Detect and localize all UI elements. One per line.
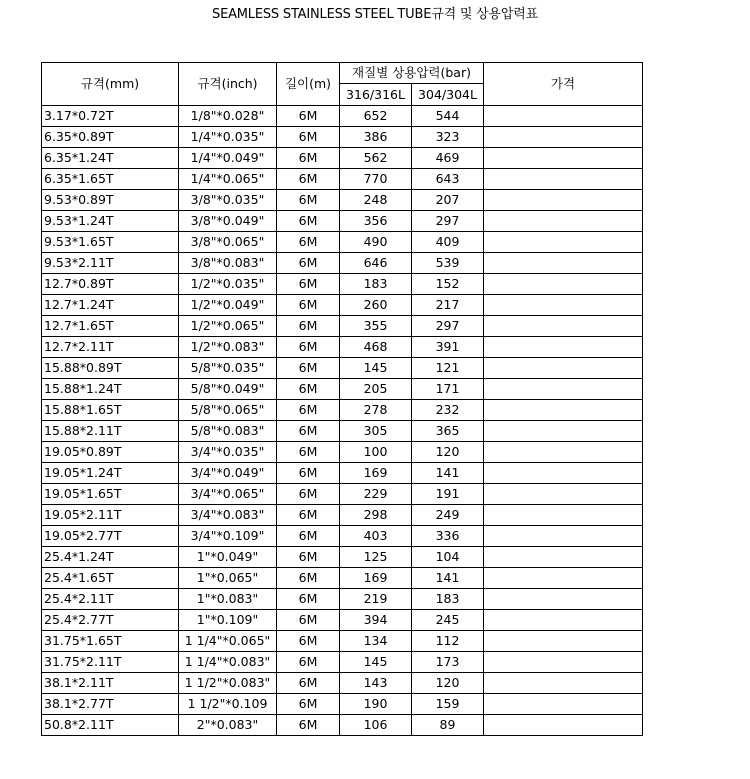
cell-size-mm: 31.75*2.11T — [42, 652, 179, 673]
cell-pressure-304: 336 — [412, 526, 484, 547]
cell-size-mm: 9.53*1.24T — [42, 211, 179, 232]
cell-size-inch: 2"*0.083" — [179, 715, 277, 736]
table-row — [42, 694, 643, 715]
cell-size-mm: 19.05*0.89T — [42, 442, 179, 463]
cell-size-mm: 50.8*2.11T — [42, 715, 179, 736]
table-row — [42, 148, 643, 169]
cell-length: 6M — [277, 694, 340, 715]
cell-pressure-304: 544 — [412, 106, 484, 127]
cell-size-inch: 1"*0.083" — [179, 589, 277, 610]
cell-pressure-316: 106 — [340, 715, 412, 736]
cell-price — [484, 211, 643, 232]
cell-size-inch: 1 1/2"*0.109 — [179, 694, 277, 715]
cell-price — [484, 421, 643, 442]
cell-size-inch: 1/4"*0.049" — [179, 148, 277, 169]
cell-pressure-304: 112 — [412, 631, 484, 652]
cell-length: 6M — [277, 232, 340, 253]
cell-pressure-304: 409 — [412, 232, 484, 253]
cell-pressure-316: 134 — [340, 631, 412, 652]
cell-size-inch: 3/4"*0.109" — [179, 526, 277, 547]
cell-pressure-316: 490 — [340, 232, 412, 253]
cell-size-inch: 1 1/2"*0.083" — [179, 673, 277, 694]
cell-length: 6M — [277, 316, 340, 337]
cell-pressure-304: 141 — [412, 568, 484, 589]
cell-size-mm: 9.53*2.11T — [42, 253, 179, 274]
cell-pressure-304: 207 — [412, 190, 484, 211]
cell-pressure-316: 248 — [340, 190, 412, 211]
cell-length: 6M — [277, 589, 340, 610]
cell-pressure-304: 173 — [412, 652, 484, 673]
cell-pressure-316: 183 — [340, 274, 412, 295]
cell-price — [484, 547, 643, 568]
cell-length: 6M — [277, 568, 340, 589]
cell-length: 6M — [277, 673, 340, 694]
cell-pressure-316: 305 — [340, 421, 412, 442]
table-row — [42, 337, 643, 358]
table-row — [42, 400, 643, 421]
cell-length: 6M — [277, 148, 340, 169]
cell-length: 6M — [277, 169, 340, 190]
cell-size-inch: 1"*0.049" — [179, 547, 277, 568]
cell-pressure-304: 365 — [412, 421, 484, 442]
cell-pressure-316: 394 — [340, 610, 412, 631]
cell-size-inch: 5/8"*0.035" — [179, 358, 277, 379]
cell-size-mm: 25.4*1.65T — [42, 568, 179, 589]
cell-size-inch: 1/2"*0.049" — [179, 295, 277, 316]
cell-size-inch: 3/8"*0.083" — [179, 253, 277, 274]
cell-size-inch: 5/8"*0.083" — [179, 421, 277, 442]
cell-pressure-316: 355 — [340, 316, 412, 337]
header-grade-316: 316/316L — [340, 84, 412, 106]
cell-size-inch: 3/4"*0.035" — [179, 442, 277, 463]
cell-price — [484, 316, 643, 337]
cell-price — [484, 526, 643, 547]
cell-size-mm: 38.1*2.77T — [42, 694, 179, 715]
table-row — [42, 568, 643, 589]
header-length: 길이(m) — [277, 63, 340, 106]
cell-size-mm: 31.75*1.65T — [42, 631, 179, 652]
cell-size-mm: 9.53*0.89T — [42, 190, 179, 211]
table-body — [42, 106, 643, 736]
table-row — [42, 610, 643, 631]
cell-size-inch: 3/8"*0.065" — [179, 232, 277, 253]
cell-size-mm: 9.53*1.65T — [42, 232, 179, 253]
table-row — [42, 673, 643, 694]
cell-length: 6M — [277, 295, 340, 316]
cell-pressure-316: 219 — [340, 589, 412, 610]
cell-pressure-316: 169 — [340, 463, 412, 484]
table-row — [42, 715, 643, 736]
cell-pressure-316: 143 — [340, 673, 412, 694]
cell-length: 6M — [277, 337, 340, 358]
table-row — [42, 274, 643, 295]
cell-size-inch: 1"*0.109" — [179, 610, 277, 631]
cell-size-inch: 3/8"*0.049" — [179, 211, 277, 232]
cell-pressure-304: 159 — [412, 694, 484, 715]
table-row — [42, 652, 643, 673]
cell-pressure-316: 386 — [340, 127, 412, 148]
cell-size-mm: 6.35*0.89T — [42, 127, 179, 148]
cell-pressure-304: 141 — [412, 463, 484, 484]
table-row — [42, 589, 643, 610]
cell-pressure-304: 104 — [412, 547, 484, 568]
cell-size-mm: 15.88*1.65T — [42, 400, 179, 421]
cell-size-mm: 15.88*1.24T — [42, 379, 179, 400]
table-row — [42, 127, 643, 148]
cell-size-inch: 1 1/4"*0.083" — [179, 652, 277, 673]
cell-pressure-304: 191 — [412, 484, 484, 505]
cell-pressure-316: 278 — [340, 400, 412, 421]
table-row — [42, 547, 643, 568]
table-row — [42, 421, 643, 442]
cell-size-inch: 3/8"*0.035" — [179, 190, 277, 211]
cell-pressure-316: 100 — [340, 442, 412, 463]
cell-size-inch: 5/8"*0.065" — [179, 400, 277, 421]
cell-price — [484, 106, 643, 127]
cell-size-inch: 1/8"*0.028" — [179, 106, 277, 127]
header-pressure-group: 재질별 상용압력(bar) — [340, 63, 484, 84]
cell-pressure-316: 190 — [340, 694, 412, 715]
cell-size-mm: 19.05*2.77T — [42, 526, 179, 547]
table-row — [42, 190, 643, 211]
header-size-mm: 규격(mm) — [42, 63, 179, 106]
cell-price — [484, 127, 643, 148]
cell-pressure-316: 770 — [340, 169, 412, 190]
cell-pressure-304: 217 — [412, 295, 484, 316]
cell-size-mm: 38.1*2.11T — [42, 673, 179, 694]
cell-length: 6M — [277, 421, 340, 442]
cell-price — [484, 505, 643, 526]
cell-pressure-304: 120 — [412, 442, 484, 463]
cell-pressure-304: 120 — [412, 673, 484, 694]
header-price: 가격 — [484, 63, 643, 106]
cell-pressure-316: 145 — [340, 358, 412, 379]
cell-price — [484, 295, 643, 316]
cell-size-mm: 12.7*1.24T — [42, 295, 179, 316]
cell-price — [484, 337, 643, 358]
table-row — [42, 232, 643, 253]
cell-size-inch: 3/4"*0.065" — [179, 484, 277, 505]
cell-size-mm: 12.7*2.11T — [42, 337, 179, 358]
cell-price — [484, 589, 643, 610]
cell-pressure-304: 171 — [412, 379, 484, 400]
table-row — [42, 463, 643, 484]
cell-pressure-316: 468 — [340, 337, 412, 358]
cell-length: 6M — [277, 505, 340, 526]
cell-size-inch: 3/4"*0.049" — [179, 463, 277, 484]
cell-pressure-304: 643 — [412, 169, 484, 190]
table-row — [42, 253, 643, 274]
cell-pressure-304: 89 — [412, 715, 484, 736]
cell-size-mm: 6.35*1.24T — [42, 148, 179, 169]
cell-length: 6M — [277, 526, 340, 547]
cell-size-mm: 19.05*2.11T — [42, 505, 179, 526]
cell-pressure-304: 232 — [412, 400, 484, 421]
cell-length: 6M — [277, 610, 340, 631]
cell-pressure-304: 152 — [412, 274, 484, 295]
cell-size-mm: 6.35*1.65T — [42, 169, 179, 190]
cell-length: 6M — [277, 652, 340, 673]
cell-price — [484, 148, 643, 169]
cell-length: 6M — [277, 547, 340, 568]
table-row — [42, 526, 643, 547]
cell-pressure-316: 125 — [340, 547, 412, 568]
cell-size-mm: 25.4*1.24T — [42, 547, 179, 568]
table-row — [42, 484, 643, 505]
cell-pressure-304: 297 — [412, 316, 484, 337]
cell-pressure-304: 323 — [412, 127, 484, 148]
cell-size-mm: 12.7*0.89T — [42, 274, 179, 295]
cell-size-mm: 15.88*0.89T — [42, 358, 179, 379]
header-grade-304: 304/304L — [412, 84, 484, 106]
cell-size-inch: 1/2"*0.083" — [179, 337, 277, 358]
cell-length: 6M — [277, 253, 340, 274]
cell-size-mm: 25.4*2.77T — [42, 610, 179, 631]
cell-pressure-304: 297 — [412, 211, 484, 232]
cell-size-inch: 1/2"*0.065" — [179, 316, 277, 337]
table-row — [42, 379, 643, 400]
cell-length: 6M — [277, 463, 340, 484]
cell-size-inch: 1/4"*0.035" — [179, 127, 277, 148]
header-row — [42, 63, 643, 84]
cell-pressure-316: 646 — [340, 253, 412, 274]
cell-size-mm: 12.7*1.65T — [42, 316, 179, 337]
cell-length: 6M — [277, 379, 340, 400]
cell-pressure-304: 249 — [412, 505, 484, 526]
cell-price — [484, 169, 643, 190]
cell-pressure-316: 169 — [340, 568, 412, 589]
cell-pressure-316: 356 — [340, 211, 412, 232]
cell-price — [484, 190, 643, 211]
cell-price — [484, 253, 643, 274]
cell-length: 6M — [277, 211, 340, 232]
cell-pressure-304: 245 — [412, 610, 484, 631]
cell-pressure-316: 145 — [340, 652, 412, 673]
cell-pressure-316: 229 — [340, 484, 412, 505]
cell-price — [484, 232, 643, 253]
table-row — [42, 316, 643, 337]
cell-size-mm: 3.17*0.72T — [42, 106, 179, 127]
cell-pressure-316: 260 — [340, 295, 412, 316]
cell-length: 6M — [277, 106, 340, 127]
header-size-inch: 규격(inch) — [179, 63, 277, 106]
cell-price — [484, 463, 643, 484]
cell-length: 6M — [277, 400, 340, 421]
cell-price — [484, 379, 643, 400]
cell-pressure-316: 562 — [340, 148, 412, 169]
cell-length: 6M — [277, 127, 340, 148]
cell-price — [484, 484, 643, 505]
table-row — [42, 442, 643, 463]
cell-length: 6M — [277, 274, 340, 295]
table-row — [42, 211, 643, 232]
cell-size-inch: 3/4"*0.083" — [179, 505, 277, 526]
cell-pressure-316: 652 — [340, 106, 412, 127]
table-row — [42, 169, 643, 190]
cell-length: 6M — [277, 484, 340, 505]
table-row — [42, 295, 643, 316]
cell-length: 6M — [277, 715, 340, 736]
cell-pressure-304: 183 — [412, 589, 484, 610]
cell-price — [484, 652, 643, 673]
cell-pressure-304: 539 — [412, 253, 484, 274]
cell-price — [484, 673, 643, 694]
cell-price — [484, 715, 643, 736]
cell-size-inch: 1"*0.065" — [179, 568, 277, 589]
cell-price — [484, 694, 643, 715]
cell-pressure-304: 391 — [412, 337, 484, 358]
cell-pressure-316: 205 — [340, 379, 412, 400]
cell-pressure-304: 469 — [412, 148, 484, 169]
page-title: SEAMLESS STAINLESS STEEL TUBE규격 및 상용압력표 — [212, 7, 538, 22]
cell-price — [484, 442, 643, 463]
cell-price — [484, 610, 643, 631]
cell-price — [484, 274, 643, 295]
pressure-table — [41, 62, 643, 736]
cell-pressure-316: 403 — [340, 526, 412, 547]
cell-length: 6M — [277, 358, 340, 379]
cell-price — [484, 631, 643, 652]
table-row — [42, 358, 643, 379]
table-row — [42, 106, 643, 127]
cell-price — [484, 568, 643, 589]
cell-size-mm: 19.05*1.24T — [42, 463, 179, 484]
cell-pressure-316: 298 — [340, 505, 412, 526]
cell-size-mm: 19.05*1.65T — [42, 484, 179, 505]
cell-size-mm: 15.88*2.11T — [42, 421, 179, 442]
cell-length: 6M — [277, 442, 340, 463]
cell-price — [484, 400, 643, 421]
cell-length: 6M — [277, 190, 340, 211]
cell-size-inch: 1/4"*0.065" — [179, 169, 277, 190]
cell-length: 6M — [277, 631, 340, 652]
table-row — [42, 505, 643, 526]
cell-size-inch: 1 1/4"*0.065" — [179, 631, 277, 652]
cell-price — [484, 358, 643, 379]
cell-size-mm: 25.4*2.11T — [42, 589, 179, 610]
cell-pressure-304: 121 — [412, 358, 484, 379]
cell-size-inch: 5/8"*0.049" — [179, 379, 277, 400]
table-row — [42, 631, 643, 652]
cell-size-inch: 1/2"*0.035" — [179, 274, 277, 295]
